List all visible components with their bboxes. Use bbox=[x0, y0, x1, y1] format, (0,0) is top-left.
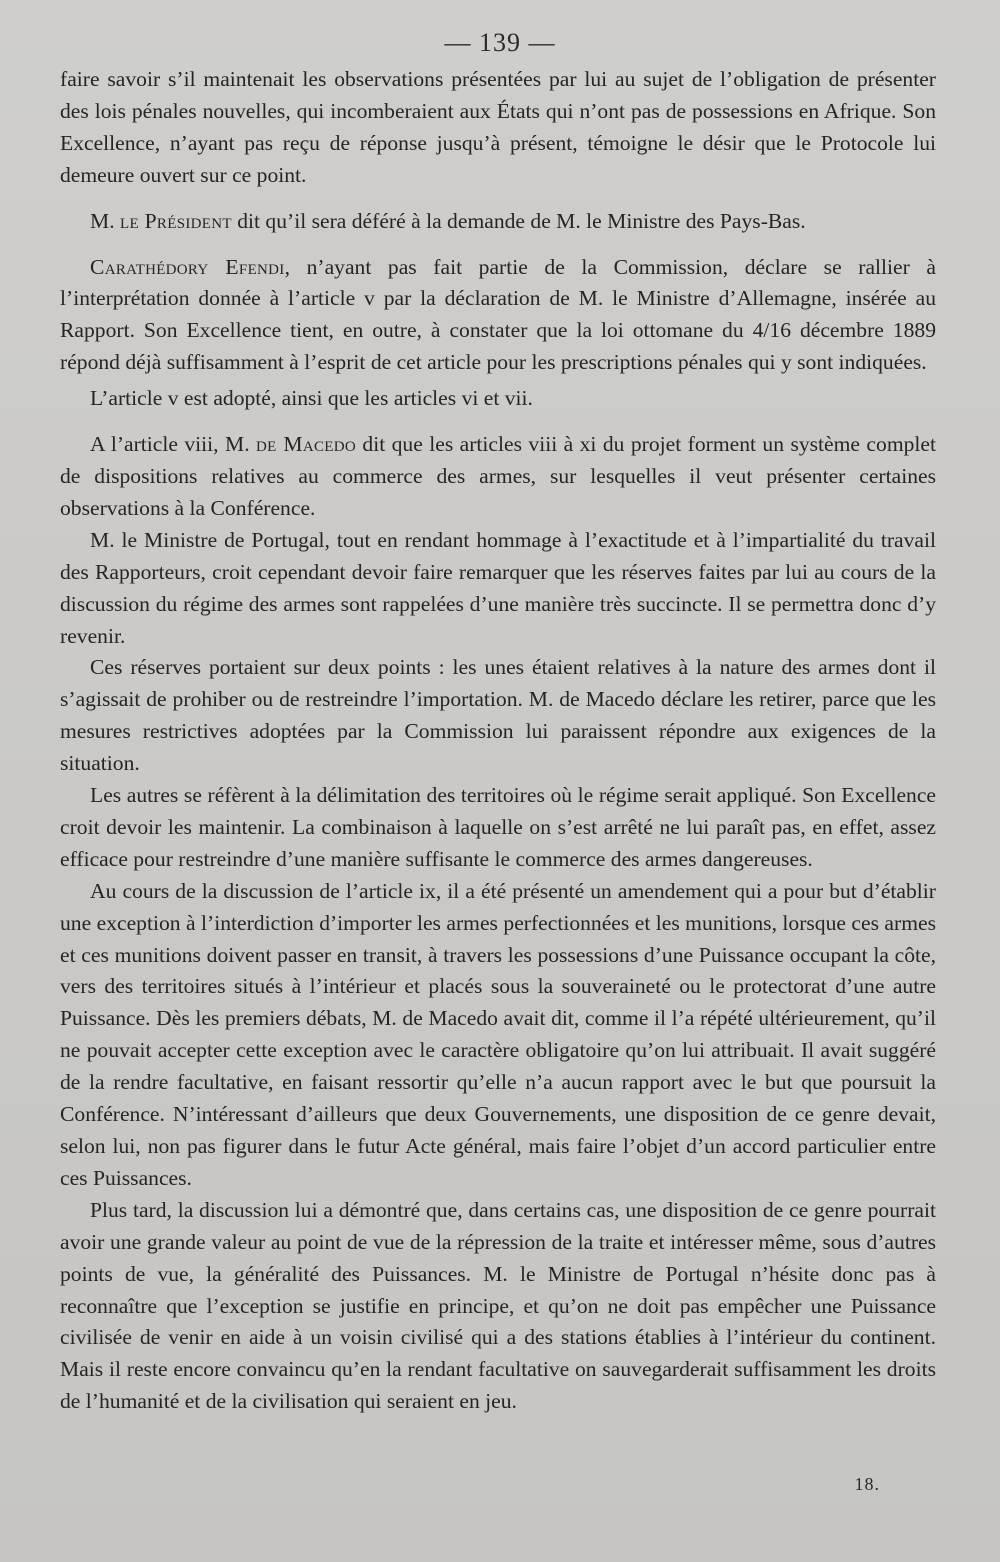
paragraph-continuation: faire savoir s’il maintenait les observations présentées par lui au sujet de l’obligation de présenter des lois pénales nouvelles, qui incomberaient aux États qui n’ont pas de possessions en Afrique. Son Excellence, n’ayant pas reçu de réponse jusqu’à présent, témoigne le désir que le Protocole lui demeure ouvert sur ce point. bbox=[60, 67, 936, 187]
paragraph-article-v-adopted: L’article v est adopté, ainsi que les articles vi et vii. bbox=[90, 386, 533, 411]
paragraph-carathedory bbox=[60, 252, 936, 380]
paragraph-text: dit que les articles viii à xi du projet forment un système complet de dispositions relatives au commerce des armes, sur lesquelles il veut présenter certaines observations à la Conférence. bbox=[60, 432, 936, 520]
paragraph-reserves-first: Ces réserves portaient sur deux points : les unes étaient relatives à la nature des armes dont il s’agissait de prohiber ou de restreindre l’importation. M. de Macedo déclare les retirer, parce que les mesures restrictives adoptées par la Commission lui paraissent répondre aux exigences de la situation. bbox=[60, 655, 936, 776]
paragraph-text: dit qu’il sera déféré à la demande de M. le Ministre des Pays-Bas. bbox=[231, 208, 806, 233]
signature-mark: 18. bbox=[854, 1474, 880, 1494]
paragraph-text: , n’ayant pas fait partie de la Commission, déclare se rallier à l’interprétation donnée à l’article v par la déclaration de M. le Ministre d’Allemagne, insérée au Rapport. Son Excellence tient, en outre, à constater que la loi ottomane du 4/16 décembre 1889 répond déjà suffisamment à l’esprit de cet article pour les prescriptions pénales qui y sont indiquées. bbox=[60, 254, 936, 375]
paragraph-article-viii bbox=[60, 429, 936, 525]
paragraph-minister-portugal: M. le Ministre de Portugal, tout en rendant hommage à l’exactitude et à l’impartialité du travail des Rapporteurs, croit cependant devoir faire remarquer que les réserves faites par lui au cours de la discussion du régime des armes sont rappelées d’une manière très succincte. Il se permettra donc d’y revenir. bbox=[60, 527, 936, 648]
paragraph-later-discussion: Plus tard, la discussion lui a démontré que, dans certains cas, une disposition de ce genre pourrait avoir une grande valeur au point de vue de la répression de la traite et intéresser même, sous d’autres points de vue, la généralité des Puissances. M. le Ministre de Portugal n’hésite donc pas à reconnaître que l’exception se justifie en principe, et qu’on ne doit pas empêcher une Puissance civilisée de venir en aide à un voisin civilisé qui a des stations établies à l’intérieur du continent. Mais il reste encore convaincu qu’en la rendant facultative on sauvegarderait suffisamment les droits de l’humanité et de la civilisation qui seraient en jeu. bbox=[60, 1197, 936, 1414]
paragraph-president bbox=[60, 206, 936, 238]
paragraph-article-ix: Au cours de la discussion de l’article ix, il a été présenté un amendement qui a pour but d’établir une exception à l’interdiction d’importer les armes perfectionnées et les munitions, lorsque ces armes et ces munitions doivent passer en transit, à travers les possessions d’une Puissance occupant la côte, vers des territoires situés à l’intérieur et placés sous la souveraineté ou le protectorat d’une autre Puissance. Dès les premiers débats, M. de Macedo avait dit, comme il l’a répété ultérieurement, qu’il ne pouvait accepter cette exception avec le caractère obligatoire qu’on lui attribuait. Il avait suggéré de la rendre facultative, en faisant ressortir qu’elle n’a aucun rapport avec le but que poursuit la Conférence. N’intéressant d’ailleurs que deux Gouvernements, une disposition de ce genre devait, selon lui, non pas figurer dans le futur Acte général, mais faire l’objet d’un accord particulier entre ces Puissances. bbox=[60, 878, 936, 1190]
speaker-name: Carathédory Efendi bbox=[90, 254, 285, 279]
paragraph-reserves-second: Les autres se réfèrent à la délimitation des territoires où le régime serait appliqué. Son Excellence croit devoir les maintenir. La combinaison à laquelle on s’est arrêté ne lui paraît pas, en effet, assez efficace pour restreindre d’une manière suffisante le commerce des armes dangereuses. bbox=[60, 783, 936, 871]
speaker-name: de Macedo bbox=[256, 432, 356, 457]
paragraph-text: A l’article viii, M. bbox=[90, 432, 257, 457]
body-text bbox=[60, 64, 936, 1418]
speaker-prefix: M. bbox=[90, 208, 120, 233]
page-number: — 139 — bbox=[444, 28, 556, 57]
speaker-name: le Président bbox=[120, 208, 232, 233]
